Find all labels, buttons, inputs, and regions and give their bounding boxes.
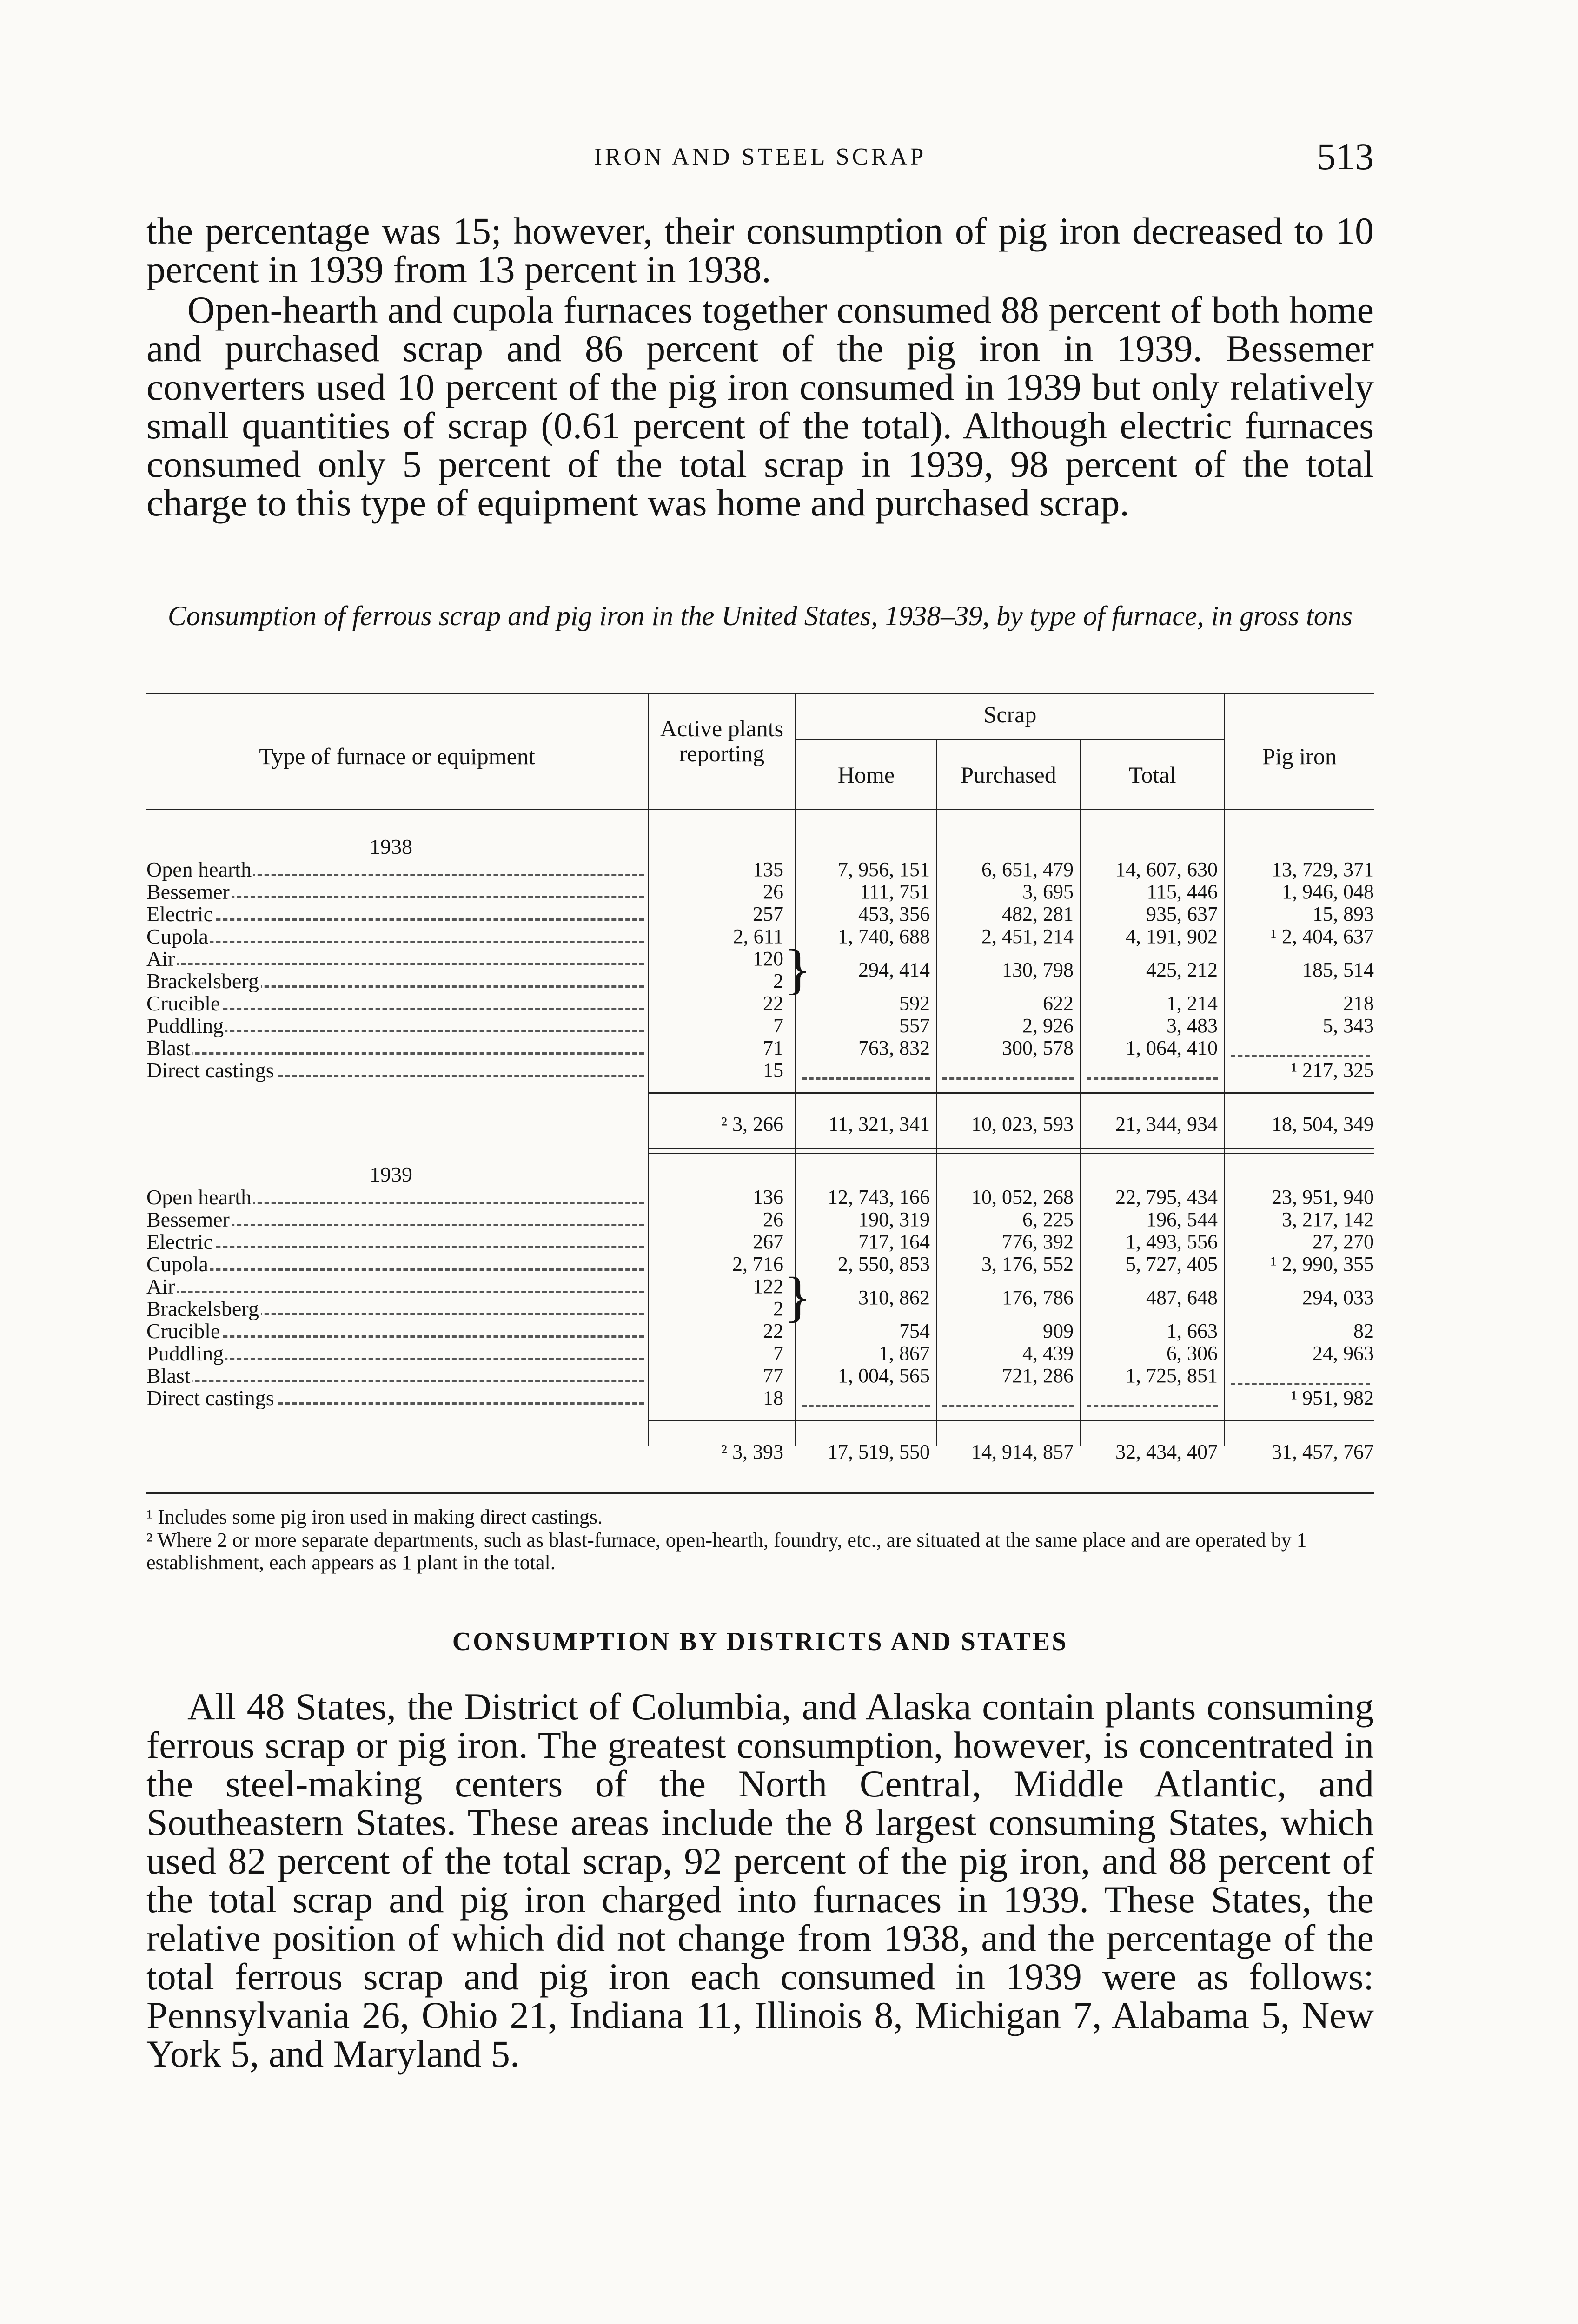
running-title: IRON AND STEEL SCRAP (594, 144, 927, 170)
cell-purchased: 3, 695 (1022, 880, 1074, 903)
subtotal-rule-1939 (648, 1420, 1374, 1421)
row-label: Cupola (146, 1253, 644, 1275)
cell-purchased: 4, 439 (1022, 1342, 1074, 1365)
cell-pig-iron-combined: 294, 033 (1302, 1286, 1374, 1309)
total-pig-iron-1938: 18, 504, 349 (1272, 1113, 1374, 1136)
cell-active: 15 (763, 1059, 783, 1082)
cell-active: 22 (763, 992, 783, 1015)
header-bottom-rule (146, 809, 1374, 810)
row-label: Air (146, 1275, 644, 1298)
total-home-1938: 11, 321, 341 (828, 1113, 930, 1136)
cell-purchased: 6, 651, 479 (981, 858, 1074, 881)
cell-home: 717, 164 (858, 1230, 930, 1253)
cell-purchased: 2, 451, 214 (981, 925, 1074, 948)
cell-home: 190, 319 (858, 1208, 930, 1231)
cell-total-combined: 425, 212 (1146, 958, 1218, 981)
cell-purchased-combined: 176, 786 (1002, 1286, 1074, 1309)
paragraph-1: the percentage was 15; however, their consumption of pig iron decreased to 10 percent in 1939 from 13 percent in 1938. (146, 210, 1374, 290)
cell-total: 115, 446 (1147, 880, 1218, 903)
cell-total: 5, 727, 405 (1126, 1253, 1218, 1275)
row-label: Open hearth (146, 1186, 644, 1208)
cell-purchased-combined: 130, 798 (1002, 958, 1074, 981)
cell-active: 7 (773, 1014, 783, 1037)
total-pig-iron-1939: 31, 457, 767 (1272, 1440, 1374, 1463)
double-rule-top-1938 (648, 1148, 1374, 1149)
cell-active: 267 (753, 1230, 783, 1253)
row-label: Brackelsberg (146, 1298, 644, 1320)
scrap-subheader-rule (795, 739, 1224, 740)
header-total: Total (1128, 762, 1176, 788)
cell-home: 763, 832 (858, 1037, 930, 1059)
cell-purchased: 6, 225 (1022, 1208, 1074, 1231)
row-label: Puddling (146, 1342, 644, 1365)
cell-home: 7, 956, 151 (838, 858, 930, 881)
cell-home-combined: 294, 414 (858, 958, 930, 981)
page-number: 513 (1317, 135, 1374, 178)
cell-purchased: 721, 286 (1002, 1364, 1074, 1387)
paragraph-3: All 48 States, the District of Columbia, and Alaska contain plants consuming ferrous scrap or pig iron. The greatest consumption, however, is concentrated in the steel-making centers of the North Central, Middle Atlantic, and Southeastern States. These areas include the 8 largest consuming States, which used 82 percent of the total scrap, 92 percent of the pig iron, and 88 percent of the total scrap and pig iron charged into furnaces in 1939. These States, the relative position of which did not change from 1938, and the percentage of the total ferrous scrap and pig iron each consumed in 1939 were as follows: Pennsylvania 26, Ohio 21, Indiana 11, Illinois 8, Michigan 7, Alabama 5, New York 5, and Maryland 5. (146, 1685, 1374, 2075)
cell-total: 22, 795, 434 (1115, 1186, 1218, 1208)
footnote-1: ¹ Includes some pig iron used in making direct castings. (146, 1505, 603, 1528)
empty-cell-dashes (1231, 1383, 1370, 1385)
cell-total: 1, 064, 410 (1126, 1037, 1218, 1059)
cell-purchased: 622 (1043, 992, 1074, 1015)
cell-active: 2, 611 (733, 925, 783, 948)
cell-total: 1, 663 (1167, 1320, 1218, 1342)
empty-cell-dashes (802, 1405, 930, 1407)
total-active-1938: ² 3, 266 (721, 1113, 783, 1136)
row-label: Bessemer (146, 881, 644, 903)
cell-total: 1, 725, 851 (1126, 1364, 1218, 1387)
empty-cell-dashes (942, 1405, 1074, 1407)
cell-total: 4, 191, 902 (1126, 925, 1218, 948)
row-label: Open hearth (146, 858, 644, 881)
year-label-1939: 1939 (370, 1162, 412, 1186)
row-label: Electric (146, 903, 644, 925)
cell-total-combined: 487, 648 (1146, 1286, 1218, 1309)
row-label: Blast (146, 1365, 644, 1387)
cell-pig-iron: ¹ 951, 982 (1291, 1386, 1374, 1409)
cell-purchased: 482, 281 (1002, 903, 1074, 925)
cell-purchased: 3, 176, 552 (981, 1253, 1074, 1275)
total-active-1939: ² 3, 393 (721, 1440, 783, 1463)
paragraph-2: Open-hearth and cupola furnaces together consumed 88 percent of both home and purchased scrap and 86 percent of the pig iron in 1939. Bessemer converters used 10 percent of the pig iron consumed in 1939 but only relatively small quantities of scrap (0.61 percent of the total). Although electric furnaces consumed only 5 percent of the total scrap in 1939, 98 percent of the total charge to this type of equipment was home and purchased scrap. (146, 289, 1374, 524)
cell-purchased: 776, 392 (1002, 1230, 1074, 1253)
cell-active: 257 (753, 903, 783, 925)
total-total-1938: 21, 344, 934 (1115, 1113, 1218, 1136)
cell-home: 12, 743, 166 (828, 1186, 930, 1208)
row-label: Electric (146, 1231, 644, 1253)
cell-active: 71 (763, 1037, 783, 1059)
row-label: Puddling (146, 1015, 644, 1037)
cell-total: 6, 306 (1167, 1342, 1218, 1365)
row-label: Blast (146, 1037, 644, 1059)
header-active-plants: Active plants reporting (660, 715, 784, 766)
cell-total: 14, 607, 630 (1115, 858, 1218, 881)
row-label: Crucible (146, 1320, 644, 1342)
empty-cell-dashes (1087, 1077, 1218, 1080)
cell-pig-iron: ¹ 217, 325 (1291, 1059, 1374, 1082)
table-bottom-rule (146, 1492, 1374, 1494)
running-header (146, 135, 1374, 177)
cell-pig-iron: 3, 217, 142 (1282, 1208, 1374, 1231)
footnote-2: ² Where 2 or more separate departments, such as blast-furnace, open-hearth, foundry, etc., are situated at the same place and are operated by 1 establishment, each appears as 1 plant in the total. (146, 1529, 1307, 1574)
row-label: Air (146, 948, 644, 970)
cell-active: 77 (763, 1364, 783, 1387)
cell-active: 120 (753, 947, 783, 970)
cell-total: 1, 493, 556 (1126, 1230, 1218, 1253)
row-label: Direct castings (146, 1387, 644, 1409)
cell-pig-iron: 5, 343 (1323, 1014, 1374, 1037)
row-label: Cupola (146, 925, 644, 948)
total-home-1939: 17, 519, 550 (828, 1440, 930, 1463)
row-label: Crucible (146, 992, 644, 1015)
cell-active: 26 (763, 1208, 783, 1231)
cell-pig-iron-combined: 185, 514 (1302, 958, 1374, 981)
cell-home-combined: 310, 862 (858, 1286, 930, 1309)
subtotal-rule-1938 (648, 1092, 1374, 1094)
cell-active: 2 (773, 1297, 783, 1320)
row-label: Direct castings (146, 1059, 644, 1082)
cell-pig-iron: ¹ 2, 990, 355 (1270, 1253, 1374, 1275)
cell-active: 7 (773, 1342, 783, 1365)
cell-active: 18 (763, 1386, 783, 1409)
cell-active: 2, 716 (732, 1253, 783, 1275)
cell-active: 122 (753, 1275, 783, 1298)
cell-pig-iron: 27, 270 (1313, 1230, 1374, 1253)
col-divider-5 (1224, 693, 1225, 1446)
cell-total: 196, 544 (1146, 1208, 1218, 1231)
row-brace: } (784, 938, 811, 1000)
row-label: Bessemer (146, 1208, 644, 1231)
cell-pig-iron: ¹ 2, 404, 637 (1270, 925, 1374, 948)
header-home: Home (837, 762, 895, 788)
cell-pig-iron: 82 (1353, 1320, 1374, 1342)
cell-home: 1, 004, 565 (838, 1364, 930, 1387)
cell-pig-iron: 15, 893 (1313, 903, 1374, 925)
cell-pig-iron: 24, 963 (1313, 1342, 1374, 1365)
empty-cell-dashes (942, 1077, 1074, 1080)
cell-active: 22 (763, 1320, 783, 1342)
header-scrap: Scrap (983, 701, 1037, 727)
row-label: Brackelsberg (146, 970, 644, 992)
table-caption: Consumption of ferrous scrap and pig iron in the United States, 1938–39, by type of furnace, in gross tons (167, 601, 1353, 631)
cell-home: 754 (899, 1320, 930, 1342)
header-purchased: Purchased (961, 762, 1056, 788)
cell-home: 592 (899, 992, 930, 1015)
cell-pig-iron: 23, 951, 940 (1272, 1186, 1374, 1208)
cell-pig-iron: 1, 946, 048 (1282, 880, 1374, 903)
header-pig-iron: Pig iron (1262, 743, 1337, 769)
year-label-1938: 1938 (370, 835, 412, 858)
cell-home: 1, 740, 688 (838, 925, 930, 948)
cell-home: 111, 751 (860, 880, 930, 903)
cell-purchased: 10, 052, 268 (971, 1186, 1074, 1208)
cell-active: 135 (753, 858, 783, 881)
empty-cell-dashes (1231, 1055, 1370, 1057)
section-heading: CONSUMPTION BY DISTRICTS AND STATES (452, 1627, 1068, 1656)
empty-cell-dashes (802, 1077, 930, 1080)
cell-active: 136 (753, 1186, 783, 1208)
cell-active: 2 (773, 970, 783, 992)
cell-home: 2, 550, 853 (838, 1253, 930, 1275)
row-brace: } (784, 1266, 811, 1327)
col-divider-2 (795, 693, 796, 1446)
cell-total: 3, 483 (1167, 1014, 1218, 1037)
cell-home: 557 (899, 1014, 930, 1037)
total-total-1939: 32, 434, 407 (1115, 1440, 1218, 1463)
empty-cell-dashes (1087, 1405, 1218, 1407)
cell-home: 453, 356 (858, 903, 930, 925)
cell-pig-iron: 13, 729, 371 (1272, 858, 1374, 881)
total-purchased-1939: 14, 914, 857 (971, 1440, 1074, 1463)
cell-total: 1, 214 (1167, 992, 1218, 1015)
double-rule-bottom-1938 (648, 1153, 1374, 1154)
cell-active: 26 (763, 880, 783, 903)
cell-purchased: 300, 578 (1002, 1037, 1074, 1059)
cell-total: 935, 637 (1146, 903, 1218, 925)
cell-home: 1, 867 (879, 1342, 930, 1365)
cell-purchased: 909 (1043, 1320, 1074, 1342)
header-type: Type of furnace or equipment (259, 743, 535, 769)
total-purchased-1938: 10, 023, 593 (971, 1113, 1074, 1136)
cell-pig-iron: 218 (1343, 992, 1374, 1015)
cell-purchased: 2, 926 (1022, 1014, 1074, 1037)
table-top-rule (146, 693, 1374, 694)
